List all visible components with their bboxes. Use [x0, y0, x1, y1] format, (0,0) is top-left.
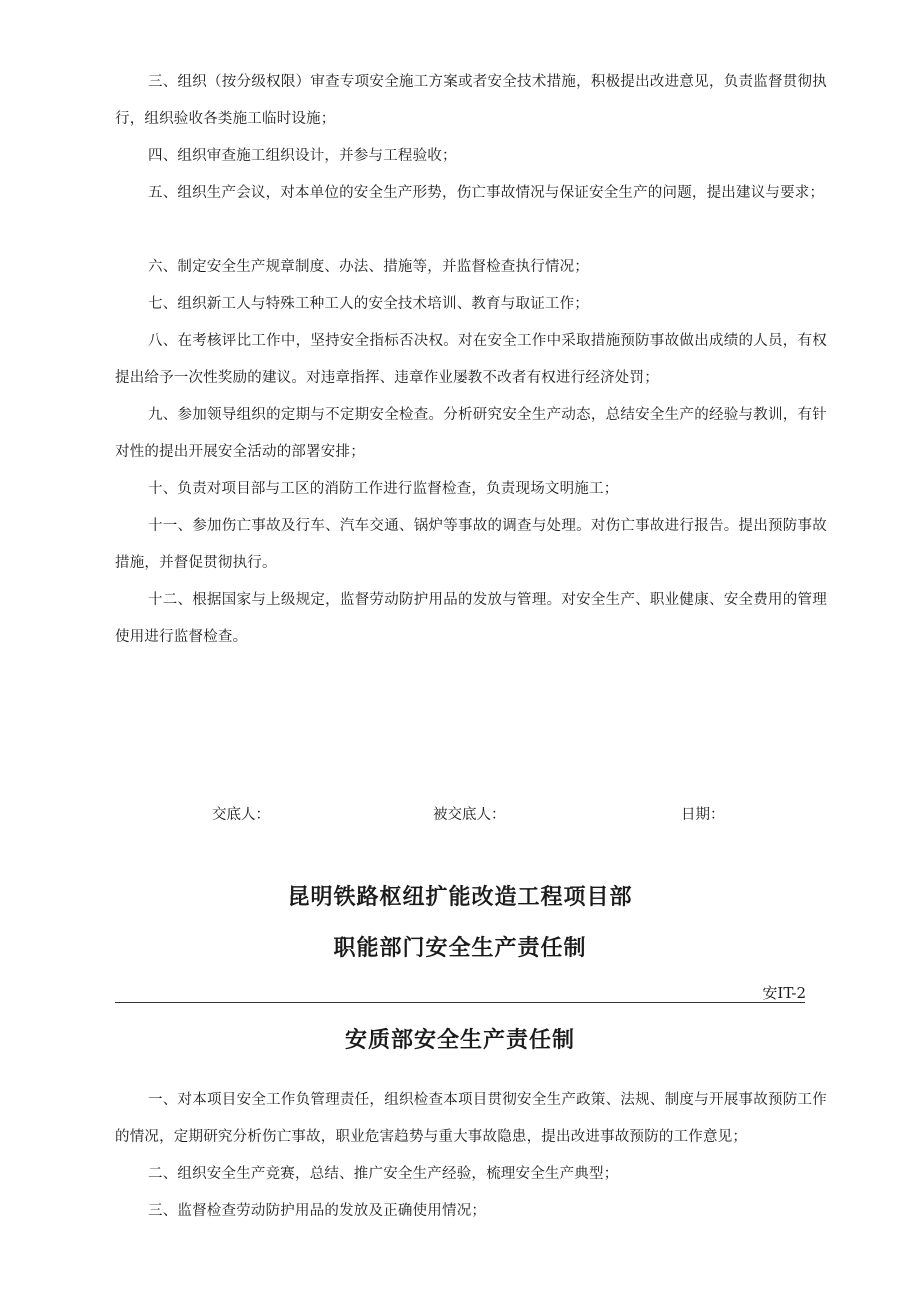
date-label: 日期： [681, 807, 725, 823]
header-rule [115, 1002, 805, 1003]
document-title: 职能部门安全生产责任制 [333, 935, 587, 961]
duty-item-7: 七、组织新工人与特殊工种工人的安全技术培训、教育与取证工作； [148, 296, 589, 312]
section-item-1: 一、对本项目安全工作负管理责任，组织检查本项目贯彻安全生产政策、法规、制度与开展事故预防工作的情况，定期研究分析伤亡事故，职业危害趋势与重大事故隐患，提出改进事故预防的工作意见； [115, 1092, 827, 1145]
duty-item-8: 八、在考核评比工作中，坚持安全指标否决权。对在安全工作中采取措施预防事故做出成绩的人员，有权提出给予一次性奖励的建议。对违章指挥、违章作业屡教不改者有权进行经济处罚； [115, 333, 827, 386]
duty-item-10: 十、负责对项目部与工区的消防工作进行监督检查，负责现场文明施工； [148, 481, 619, 497]
duty-item-4: 四、组织审查施工组织设计，并参与工程验收； [148, 148, 457, 164]
duty-item-5: 五、组织生产会议，对本单位的安全生产形势，伤亡事故情况与保证安全生产的问题，提出建议与要求； [148, 185, 825, 201]
section-item-2: 二、组织安全生产竞赛，总结、推广安全生产经验，梳理安全生产典型； [148, 1166, 619, 1182]
recipient-label: 被交底人： [433, 807, 506, 823]
document-code: 安IT-2 [762, 984, 806, 1002]
presenter-label: 交底人： [212, 807, 270, 823]
duty-item-11: 十一、参加伤亡事故及行车、汽车交通、锅炉等事故的调查与处理。对伤亡事故进行报告。提出预防事故措施，并督促贯彻执行。 [115, 518, 827, 571]
project-title: 昆明铁路枢纽扩能改造工程项目部 [287, 884, 633, 910]
duty-item-12: 十二、根据国家与上级规定，监督劳动防护用品的发放与管理。对安全生产、职业健康、安全费用的管理使用进行监督检查。 [115, 592, 827, 645]
section-item-3: 三、监督检查劳动防护用品的发放及正确使用情况； [148, 1203, 487, 1219]
duty-item-3: 三、组织（按分级权限）审查专项安全施工方案或者安全技术措施，积极提出改进意见，负责监督贯彻执行，组织验收各类施工临时设施； [115, 74, 827, 127]
section-title: 安质部安全生产责任制 [344, 1027, 575, 1053]
duty-item-6: 六、制定安全生产规章制度、办法、措施等，并监督检查执行情况； [148, 259, 589, 275]
signature-row [0, 803, 920, 827]
duty-item-9: 九、参加领导组织的定期与不定期安全检查。分析研究安全生产动态，总结安全生产的经验与教训，有针对性的提出开展安全活动的部署安排； [115, 407, 827, 460]
